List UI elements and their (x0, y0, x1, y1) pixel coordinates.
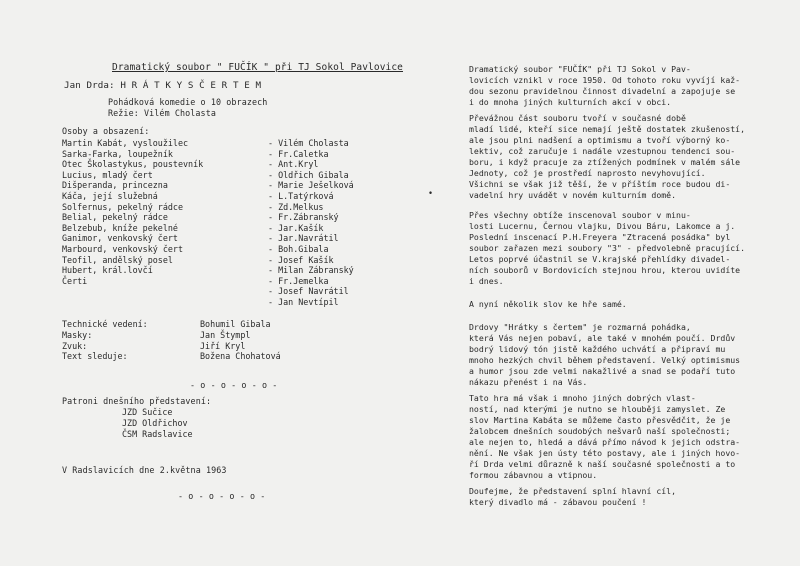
cast-roles-list (62, 138, 203, 286)
cast-role: Káča, její služebná (62, 190, 158, 201)
cast-actor: - Ant.Kryl (268, 159, 319, 170)
cast-role: Dišperanda, princezna (62, 180, 168, 191)
crew-person: Bohumil Gibala (200, 319, 271, 329)
cast-actor: - L.Tatýrková (268, 190, 334, 201)
cast-actor: - Fr.Zábranský (268, 212, 339, 223)
cast-role: Marbourd, venkovský čert (62, 243, 184, 254)
cast-actor: - Josef Kašík (268, 254, 334, 265)
crew-row (62, 351, 322, 362)
cast-heading: Osoby a obsazení: (62, 126, 150, 136)
paragraph-members: Převážnou část souboru tvoří v současné době mladí lidé, kteří sice nemají ještě dostatek zkušeností, ale jsou plni nadšení a optimismu a tvoří výborný ko- lektiv, což zaručuje i nadále vzestupnou tendenci sou- boru, i když pracuje za ztížených podmínek v malém sále Jednoty, což je prostředí naprosto nevyhovující. Všichni se však již těší, že v příštím roce budou di- vadelní hry uvádět v novém kulturním domě. (469, 113, 746, 200)
cast-actor: - Jar.Navrátil (268, 233, 339, 244)
crew-role: Zvuk: (62, 340, 88, 351)
play-genre: Pohádková komedie o 10 obrazech (108, 97, 268, 107)
section-divider: - o - o - o - o - (190, 380, 278, 390)
cast-actor: - Boh.Gibala (268, 243, 329, 254)
cast-role: Martin Kabát, vysloužilec (62, 138, 189, 148)
crew-row (62, 330, 322, 341)
margin-mark: • (428, 188, 434, 198)
cast-role: Teofil, andělský posel (62, 254, 173, 265)
right-page (400, 0, 800, 566)
cast-role: Lucius, mladý čert (62, 169, 153, 180)
cast-actor: - Jan Nevtípil (268, 296, 339, 307)
crew-person: Jiří Kryl (200, 340, 246, 351)
patron-item: JZD Sučice (122, 407, 173, 417)
play-author-line: Jan Drda: H R Á T K Y S Č E R T E M (64, 80, 262, 91)
crew-role: Technické vedení: (62, 319, 148, 329)
cast-role: Hubert, král.lovčí (62, 265, 153, 276)
patron-item: JZD Oldřichov (122, 418, 188, 428)
cast-role: Belial, pekelný rádce (62, 212, 168, 223)
cast-actor: - Marie Ješelková (268, 180, 354, 191)
cast-actor: - Vilém Cholasta (268, 138, 349, 148)
cast-role: Čerti (62, 275, 88, 286)
cast-role: Belzebub, kníže pekelné (62, 222, 178, 233)
paragraph-intro: A nyní několik slov ke hře samé. (469, 299, 627, 309)
crew-list (62, 319, 322, 362)
section-divider: - o - o - o - o - (178, 491, 266, 501)
cast-actor: - Oldřich Gibala (268, 169, 349, 180)
patron-item: ČSM Radslavice (122, 429, 193, 439)
cast-actor: - Milan Zábranský (268, 265, 354, 276)
crew-row (62, 319, 322, 330)
crew-person: Jan Štympl (200, 329, 251, 340)
cast-role: Solfernus, pekelný rádce (62, 201, 184, 212)
cast-role: Ganimor, venkovský čert (62, 233, 178, 244)
dateline: V Radslavicích dne 2.května 1963 (62, 465, 227, 475)
patrons-list (122, 407, 193, 440)
cast-actors-list (268, 138, 354, 308)
play-director: Režie: Vilém Cholasta (108, 108, 216, 118)
crew-row (62, 341, 322, 352)
cast-role: Sarka-Farka, loupežník (62, 148, 173, 159)
paragraph-play: Drdovy "Hrátky s čertem" je rozmarná pohádka, která Vás nejen pobaví, ale také v mnohém poučí. Drdův bodrý lidový tón jistě každého uchvátí a připraví mu mnoho hezkých chvil během představení. Velký optimismus a humor jsou zde velmi nakažlivé a snad se podaří tuto nákazu přenést i na Vás. (469, 322, 741, 387)
cast-actor: - Fr.Caletka (268, 148, 329, 159)
paragraph-history: Dramatický soubor "FUČÍK" při TJ Sokol v Pav- lovicích vznikl v roce 1950. Od tohoto roku vyvíjí kaž- dou sezonu pravidelnou činnost divadelní a zapojuje se i do mnoha jiných kulturních akcí v obci. (469, 64, 741, 107)
paragraph-repertoire: Přes všechny obtíže inscenoval soubor v minu- losti Lucernu, Černou vlajku, Divou Báru, Lakomce a j. Poslední inscenací P.H.Freyera "Ztracená posádka" byl soubor zařazen mezi soubory "3" - předvolebně pracující. Letos poprvé účastnil se V.krajské přehlídky divadel- ních souborů v Bordovicích stejnou hrou, kterou uvidíte i dnes. (469, 210, 746, 286)
paragraph-qualities: Tato hra má však i mnoho jiných dobrých vlast- ností, nad kterými je nutno se hlouběji zamyslet. Ze slov Martina Kabáta se můžeme často přesvědčit, že je žalobcem dnešních soudobých nešvarů naší společnosti; ale nejen to, hledá a dává přímo návod k jejich odstra- nění. Ne však jen ústy této postavy, ale i jiných hovo- ří Drda velmi důrazně k naší současné společnosti a to formou zábavnou a vtipnou. (469, 393, 741, 480)
cast-actor: - Zd.Melkus (268, 201, 324, 212)
patrons-heading: Patroni dnešního představení: (62, 396, 212, 406)
crew-person: Božena Chohatová (200, 351, 281, 362)
cast-actor: - Josef Navrátil (268, 286, 349, 297)
cast-role: Otec Školastykus, poustevník (62, 159, 204, 170)
crew-role: Text sleduje: (62, 351, 128, 362)
troupe-title: Dramatický soubor " FUČÍK " při TJ Sokol Pavlovice (112, 62, 403, 73)
cast-actor: - Fr.Jemelka (268, 275, 329, 286)
paragraph-closing: Doufejme, že představení splní hlavní cíl, který divadlo má - zábavou poučení ! (469, 486, 677, 507)
cast-actor: - Jar.Kašík (268, 222, 324, 233)
crew-role: Masky: (62, 329, 93, 340)
